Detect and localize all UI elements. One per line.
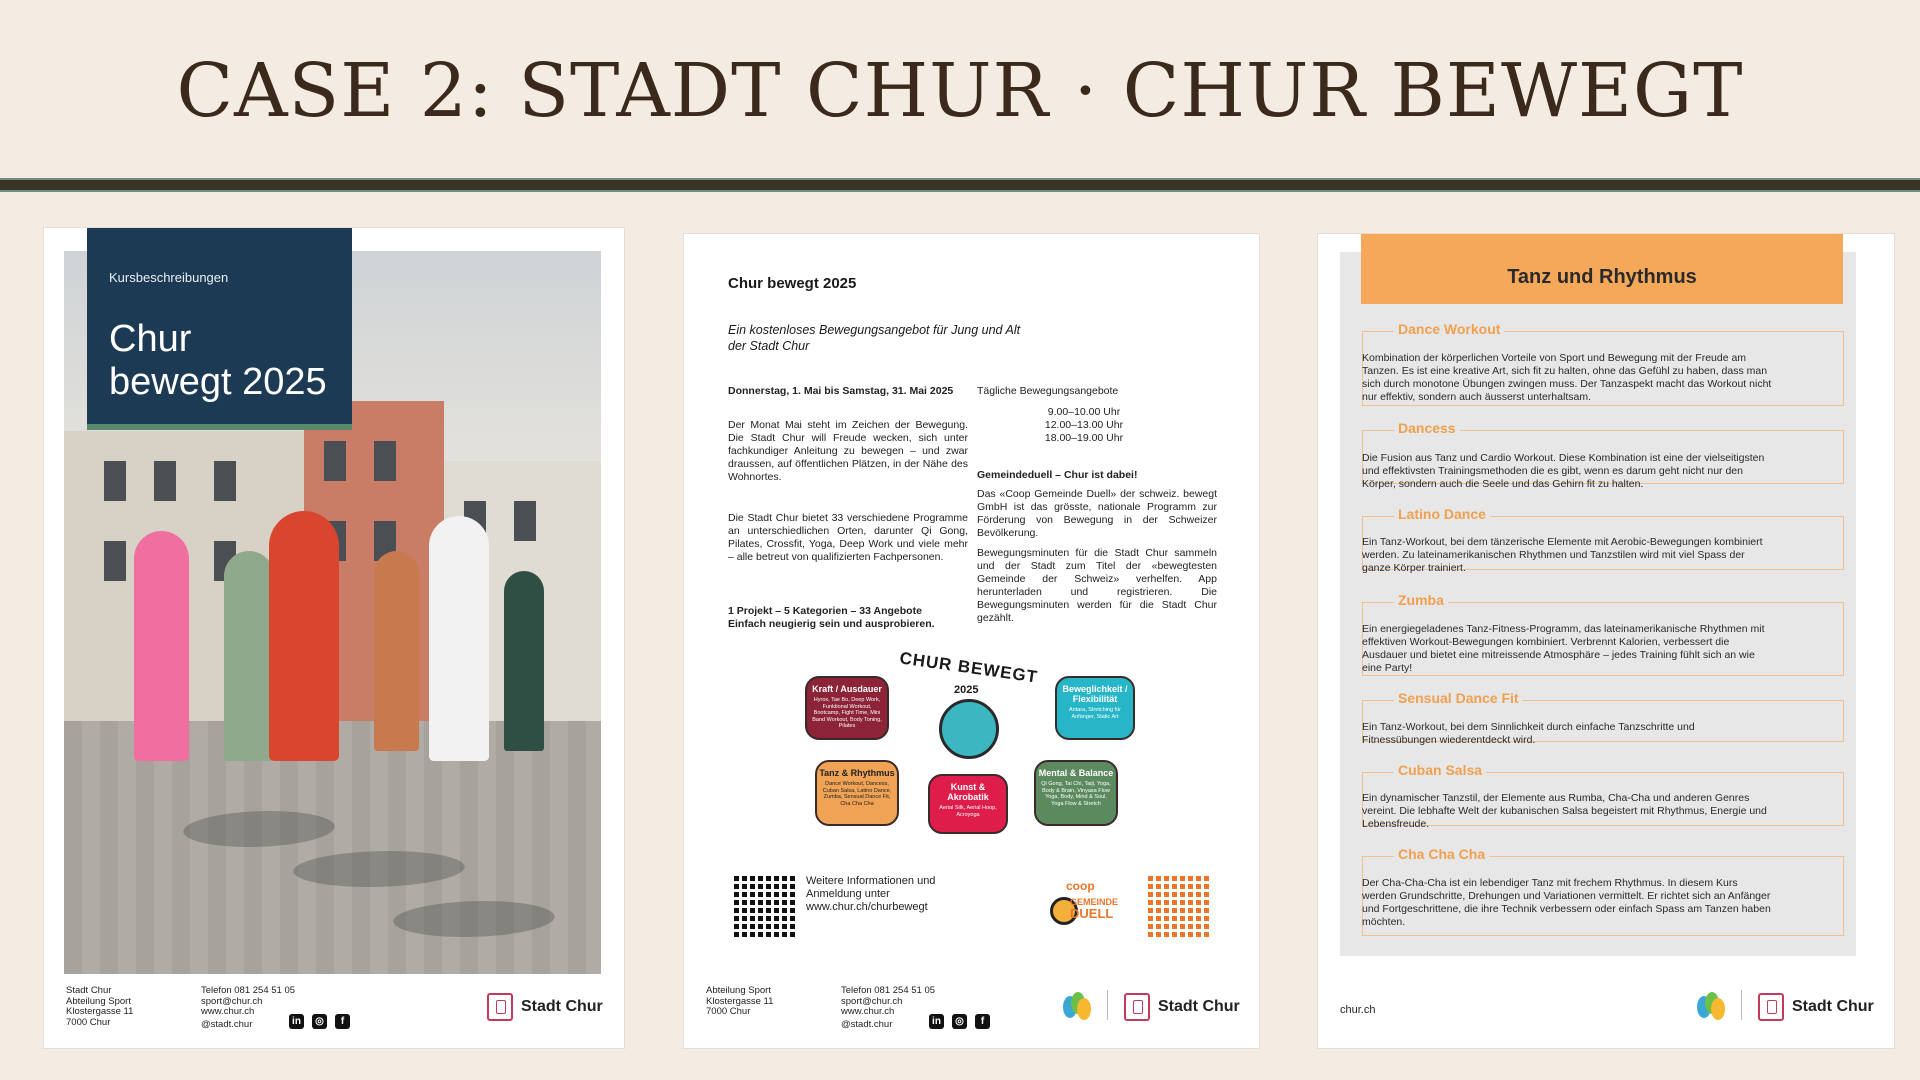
- title-divider: [0, 178, 1920, 192]
- daily-title: Tägliche Bewegungsangebote: [977, 385, 1119, 397]
- info-text: Weitere Informationen und Anmeldung unter www.chur.ch/churbewegt: [806, 875, 976, 914]
- linkedin-icon[interactable]: in: [289, 1014, 304, 1029]
- date-line: Donnerstag, 1. Mai bis Samstag, 31. Mai 2025: [728, 385, 954, 397]
- intro-text: Der Monat Mai steht im Zeichen der Bewegung. Die Stadt Chur will Freude wecken, sich unter fachkundiger Anleitung zu bewegen – und zwar draussen, auf öffentlichen Plätzen, in der Nähe des Wohnortes.: [728, 419, 968, 483]
- section-text: Kombination der körperlichen Vorteile von Sport und Bewegung mit der Freude am Tanzen. Es ist eine kreative Art, sich fit zu halten, ohne das Gefühl zu haben, dass man sich durch monotone Übungen zwingen muss. Der Tanzaspekt macht das Workout nicht nur effektiv, sondern auch äusserst unterhaltsam.: [1362, 352, 1772, 403]
- cover-social-icons: [289, 1014, 350, 1029]
- coop-logo-icon: [1063, 992, 1091, 1022]
- brochure-info-page: [684, 234, 1259, 1048]
- dance-header: Tanz und Rhythmus: [1361, 234, 1843, 304]
- instagram-icon[interactable]: ◎: [952, 1014, 967, 1029]
- chur-crest-icon: [487, 993, 513, 1021]
- facebook-icon[interactable]: f: [975, 1014, 990, 1029]
- section-text: Die Fusion aus Tanz und Cardio Workout. Diese Kombination ist eine der vielseitigsten und effektivsten Trainingsmethoden die es gibt, wenn es darum geht nicht nur den Körper, sondern auch die Seele und das Gehirn fit zu halten.: [1362, 452, 1765, 490]
- cover-contact: Telefon 081 254 51 05 sport@chur.ch www.chur.ch: [201, 985, 296, 1017]
- footer-url[interactable]: chur.ch: [1340, 1004, 1376, 1016]
- duel-qr-code[interactable]: [1148, 875, 1210, 937]
- brochure-cover-page: [44, 228, 624, 1048]
- linkedin-icon[interactable]: in: [929, 1014, 944, 1029]
- info-contact: Telefon 081 254 51 05 sport@chur.ch www.chur.ch: [841, 985, 936, 1017]
- section-title: Cuban Salsa: [1394, 762, 1486, 778]
- cover-brand: Stadt Chur: [487, 993, 603, 1021]
- category-kunst: Kunst & Akrobatik Aerial Silk, Aerial Hoop, Acroyoga: [928, 774, 1008, 834]
- instagram-icon[interactable]: ◎: [312, 1014, 327, 1029]
- section-text: Ein Tanz-Workout, bei dem tänzerische Elemente mit Aerobic-Bewegungen kombiniert werden. Zu lateinamerikanischen Rhythmen und Tanzstilen wird mit viel Spass der ganze Körper trainiert.: [1362, 536, 1763, 574]
- cover-title: Chur bewegt 2025: [109, 318, 327, 403]
- info-handle: @stadt.chur: [841, 1019, 893, 1030]
- duel-text-2: Bewegungsminuten für die Stadt Chur sammeln und der Stadt zum Titel der «bewegtesten Gemeinde der Schweiz» verhelfen. App herunterladen und registrieren. Die Bewegungsminuten werden für die Stadt Chur gezählt.: [977, 547, 1217, 624]
- category-beweglichkeit: Beweglichkeit / Flexibilität Antara, Stretching für Anfänger, Static Art: [1055, 676, 1135, 740]
- cover-address: Stadt Chur Abteilung Sport Klostergasse 11 7000 Chur: [66, 985, 134, 1028]
- coop-logo-icon: [1697, 992, 1725, 1022]
- slide-title: CASE 2: STADT CHUR · CHUR BEWEGT: [176, 48, 1744, 134]
- athlete-icon: [939, 699, 999, 759]
- cover-title-box: [87, 228, 352, 430]
- section-text: Ein dynamischer Tanzstil, der Elemente aus Rumba, Cha-Cha und anderen Genres vereint. Die lebhafte Welt der kubanischen Salsa begeistert mit Rhythmus, Energie und Lebensfreude.: [1362, 792, 1767, 830]
- section-title: Zumba: [1394, 592, 1448, 608]
- category-tanz: Tanz & Rhythmus Dance Workout, Dancess, Cuban Salsa, Latino Dance, Zumba, Sensual Dance Fit, Cha Cha Cha: [815, 760, 899, 826]
- section-text: Ein Tanz-Workout, bei dem Sinnlichkeit durch einfache Tanzschritte und Fitnessübungen wiederentdeckt wird.: [1362, 721, 1695, 746]
- graphic-year: 2025: [954, 684, 979, 696]
- section-text: Der Cha-Cha-Cha ist ein lebendiger Tanz mit frechem Rhythmus. In diesem Kurs werden Grundschritte, Drehungen und Variationen vermittelt. Er richtet sich an Anfänger und Fortgeschrittene, die ihre Technik verbessern oder einfach Spass am Tanzen haben möchten.: [1362, 877, 1771, 928]
- info-qr-code[interactable]: [734, 875, 796, 937]
- section-text: Ein energiegeladenes Tanz-Fitness-Programm, das lateinamerikanische Rhythmen mit effektiven Workout-Bewegungen kombiniert. Verbrennt Kalorien, verbessert die Ausdauer und bietet eine mitreissende Atmosphäre – jedes Training fühlt sich an wie eine Party!: [1362, 623, 1765, 674]
- coop-gemeinde-duell-logo: coop GEMEINDE DUELL: [1050, 879, 1114, 937]
- section-title: Sensual Dance Fit: [1394, 690, 1523, 706]
- graphic-title: CHUR BEWEGT: [898, 648, 1040, 687]
- section-title: Cha Cha Cha: [1394, 846, 1489, 862]
- section-title: Dancess: [1394, 420, 1460, 436]
- cover-handle: @stadt.chur: [201, 1019, 253, 1030]
- category-mental: Mental & Balance Qi Gong, Tai Chi, Taiji, Yoga, Body & Brain, Vinyasa Flow Yoga, Body, Mind & Soul, Yoga Flow & Stretch: [1034, 760, 1118, 826]
- section-title: Dance Workout: [1394, 321, 1504, 337]
- info-subtitle: Ein kostenloses Bewegungsangebot für Jung und Alt der Stadt Chur: [728, 323, 1021, 353]
- section-title: Latino Dance: [1394, 506, 1490, 522]
- category-kraft: Kraft / Ausdauer Hyrox, Tae Bo, Deep Work, Funktional Workout, Bootcamp, Fight Time, Mini Band Workout, Body Toning, Pilates: [805, 676, 889, 740]
- brochure-dance-page: [1318, 234, 1894, 1048]
- facebook-icon[interactable]: f: [335, 1014, 350, 1029]
- programs-text: Die Stadt Chur bietet 33 verschiedene Programme an unterschiedlichen Orten, darunter Qi Gong, Pilates, Crossfit, Yoga, Deep Work und viele mehr – alle betreut von qualifizierten Fachpersonen.: [728, 512, 968, 563]
- duel-title: Gemeindeduell – Chur ist dabei!: [977, 469, 1138, 481]
- info-address: Abteilung Sport Klostergasse 11 7000 Chur: [706, 985, 774, 1017]
- chur-crest-icon: [1124, 993, 1150, 1021]
- dance-brand: Stadt Chur: [1758, 993, 1874, 1021]
- daily-times: 9.00–10.00 Uhr 12.00–13.00 Uhr 18.00–19.00 Uhr: [1044, 406, 1124, 444]
- cover-kicker: Kursbeschreibungen: [109, 270, 229, 285]
- info-brand: Stadt Chur: [1124, 993, 1240, 1021]
- chur-crest-icon: [1758, 993, 1784, 1021]
- duel-text-1: Das «Coop Gemeinde Duell» der schweiz. bewegt GmbH ist das grösste, nationale Programm zur Förderung von Bewegung in der Schweizer Bevölkerung.: [977, 488, 1217, 539]
- summary-text: 1 Projekt – 5 Kategorien – 33 Angebote Einfach neugierig sein und ausprobieren.: [728, 605, 935, 630]
- info-title: Chur bewegt 2025: [728, 275, 857, 292]
- info-social-icons: [929, 1014, 990, 1029]
- info-link[interactable]: www.chur.ch/churbewegt: [806, 901, 928, 913]
